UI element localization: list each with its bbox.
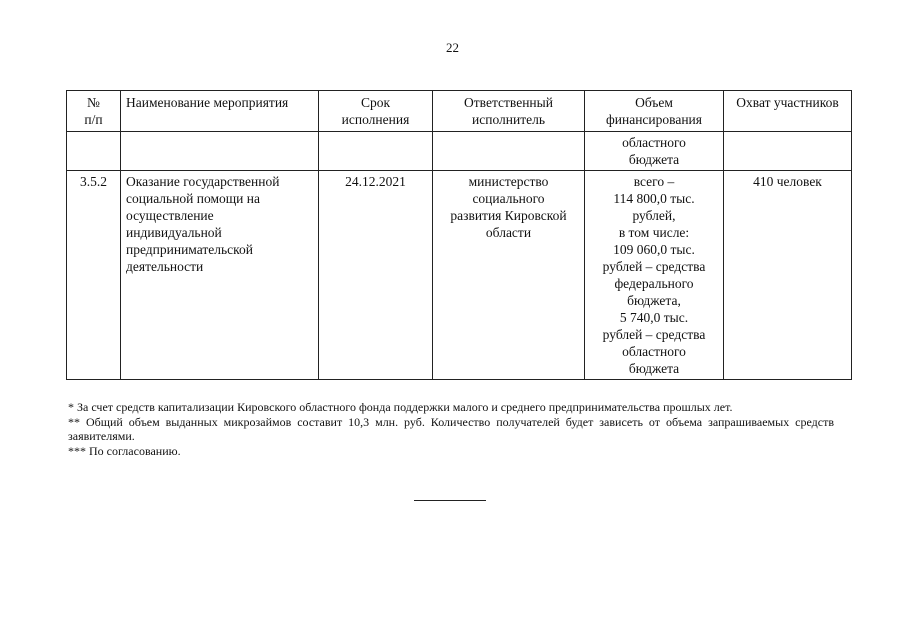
header-executor — [433, 91, 585, 132]
funding-line: областного — [622, 344, 686, 359]
funding-line: рублей – средства — [602, 327, 706, 342]
funding-line: бюджета — [628, 152, 680, 167]
funding-line: областного — [622, 135, 686, 150]
name-line: предпринимательской — [126, 242, 254, 257]
footnotes — [68, 400, 834, 458]
cell-empty — [433, 132, 585, 171]
executor-line: министерство — [468, 174, 549, 189]
name-line: социальной помощи на — [126, 191, 260, 206]
cell-empty — [724, 132, 852, 171]
table-row-continuation — [67, 132, 852, 171]
header-funding — [585, 91, 724, 132]
funding-line: бюджета, — [627, 293, 681, 308]
cell-funding-continuation — [585, 132, 724, 171]
page-number: 22 — [446, 40, 459, 55]
header-num-line: п/п — [84, 112, 103, 127]
name-line: деятельности — [126, 259, 204, 274]
footnote: *** По согласованию. — [68, 443, 181, 458]
funding-line: всего – — [633, 174, 675, 189]
funding-line: рублей, — [632, 208, 676, 223]
header-funding-line: Объем — [635, 95, 673, 110]
cell-empty — [121, 132, 319, 171]
header-num-line: № — [87, 95, 100, 110]
name-line: Оказание государственной — [126, 174, 280, 189]
header-name — [121, 91, 319, 132]
executor-line: социального — [472, 191, 545, 206]
funding-line: 109 060,0 тыс. — [613, 242, 695, 257]
cell-name — [121, 171, 319, 380]
funding-line: в том числе: — [618, 225, 690, 240]
table-header-row — [67, 91, 852, 132]
cell-coverage: 410 человек — [724, 171, 852, 380]
header-num — [67, 91, 121, 132]
header-coverage — [724, 91, 852, 132]
executor-line: развития Кировской — [450, 208, 567, 223]
header-term — [319, 91, 433, 132]
funding-line: 114 800,0 тыс. — [613, 191, 695, 206]
funding-line: федерального — [614, 276, 694, 291]
cell-funding — [585, 171, 724, 380]
header-funding-line: финансирования — [606, 112, 702, 127]
cell-term: 24.12.2021 — [319, 171, 433, 380]
end-divider — [414, 500, 486, 501]
header-name-line: Наименование мероприятия — [126, 95, 289, 110]
name-line: осуществление — [126, 208, 214, 223]
funding-line: рублей – средства — [602, 259, 706, 274]
header-executor-line: Ответственный — [464, 95, 553, 110]
table-row — [67, 171, 852, 380]
header-coverage-line: Охват участников — [736, 95, 839, 110]
cell-empty — [319, 132, 433, 171]
header-executor-line: исполнитель — [472, 112, 545, 127]
name-line: индивидуальной — [126, 225, 222, 240]
cell-empty — [67, 132, 121, 171]
funding-line: 5 740,0 тыс. — [619, 310, 689, 325]
footnote: ** Общий объем выданных микрозаймов составит 10,3 млн. руб. Количество получателей будет зависеть от объема запрашиваемых средств заявителями. — [68, 414, 834, 443]
cell-num: 3.5.2 — [67, 171, 121, 380]
events-table — [66, 90, 852, 380]
header-term-line: Срок — [360, 95, 391, 110]
executor-line: области — [485, 225, 532, 240]
header-term-line: исполнения — [341, 112, 410, 127]
cell-executor — [433, 171, 585, 380]
footnote: * За счет средств капитализации Кировского областного фонда поддержки малого и среднего предпринимательства прошлых лет. — [68, 400, 733, 414]
funding-line: бюджета — [628, 361, 680, 376]
